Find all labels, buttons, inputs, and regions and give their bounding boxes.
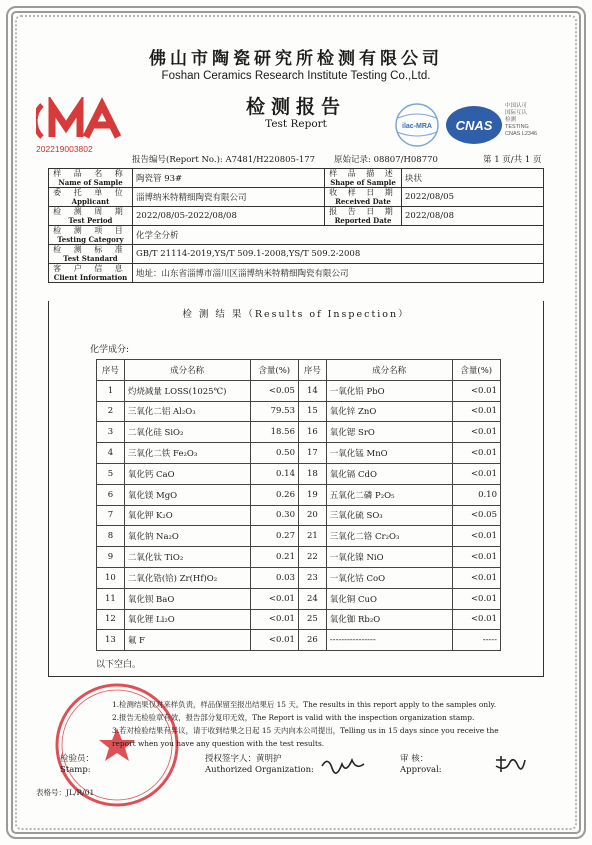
table-cell: 3 bbox=[97, 422, 125, 443]
table-cell: 0.14 bbox=[250, 463, 298, 484]
table-cell: 氧化钡 BaO bbox=[124, 588, 250, 609]
table-cell: 17 bbox=[298, 443, 326, 464]
table-cell: 12 bbox=[97, 609, 125, 630]
table-cell: 2 bbox=[97, 401, 125, 422]
table-cell: 氧化钾 K₂O bbox=[124, 505, 250, 526]
table-cell: 16 bbox=[298, 422, 326, 443]
table-cell: 三氧化二铬 Cr₂O₃ bbox=[326, 526, 452, 547]
client-info: 地址：山东省淄博市淄川区淄博纳米特精细陶瓷有限公司 bbox=[133, 264, 544, 283]
table-cell: 0.10 bbox=[452, 484, 500, 505]
page-number: 第 1 页/共 1 页 bbox=[483, 155, 542, 165]
table-cell: 一氧化钴 CoO bbox=[326, 567, 452, 588]
table-cell: 一氧化铅 PbO bbox=[326, 380, 452, 401]
ilac-mra-logo-icon bbox=[392, 102, 442, 148]
table-cell: 9 bbox=[97, 547, 125, 568]
table-cell: 灼烧减量 LOSS(1025℃) bbox=[124, 380, 250, 401]
table-row bbox=[97, 588, 501, 609]
table-cell: 10 bbox=[97, 567, 125, 588]
table-cell: 4 bbox=[97, 443, 125, 464]
table-cell: 23 bbox=[298, 567, 326, 588]
cnas-logo-icon bbox=[444, 104, 504, 146]
table-cell: 三氧化二铝 Al₂O₃ bbox=[124, 401, 250, 422]
table-row bbox=[97, 484, 501, 505]
table-cell: 氧化钙 CaO bbox=[124, 463, 250, 484]
table-cell: 18.56 bbox=[250, 422, 298, 443]
report-subtitle: Test Report bbox=[265, 118, 327, 130]
approval-handwritten-signature-icon bbox=[492, 752, 528, 778]
table-cell: <0.01 bbox=[250, 609, 298, 630]
table-cell: 0.26 bbox=[250, 484, 298, 505]
table-cell: <0.01 bbox=[452, 526, 500, 547]
table-cell: 0.30 bbox=[250, 505, 298, 526]
chemical-composition-table bbox=[96, 359, 501, 651]
received-date: 2022/08/05 bbox=[402, 188, 544, 207]
table-cell: 15 bbox=[298, 401, 326, 422]
table-cell: 19 bbox=[298, 484, 326, 505]
test-standard: GB/T 21114-2019,YS/T 509.1-2008,YS/T 509.2-2008 bbox=[133, 245, 544, 264]
table-row bbox=[97, 609, 501, 630]
institute-name-en: Foshan Ceramics Research Institute Testing Co.,Ltd. bbox=[161, 70, 431, 82]
table-cell: ----- bbox=[452, 630, 500, 651]
authorized-signature: 授权签字人：黄明护 Authorized Organization: bbox=[205, 754, 314, 775]
applicant: 淄博纳米特精细陶瓷有限公司 bbox=[133, 188, 325, 207]
authorized-handwritten-signature-icon bbox=[318, 752, 368, 778]
table-cell: <0.01 bbox=[452, 609, 500, 630]
table-cell: 0.50 bbox=[250, 443, 298, 464]
table-cell: 一氧化锰 MnO bbox=[326, 443, 452, 464]
cma-logo-icon bbox=[36, 97, 128, 147]
table-cell: 26 bbox=[298, 630, 326, 651]
table-cell: 氧化铜 CuO bbox=[326, 588, 452, 609]
table-row bbox=[97, 380, 501, 401]
table-cell: 0.27 bbox=[250, 526, 298, 547]
table-cell: 14 bbox=[298, 380, 326, 401]
report-title: 检测报告 bbox=[245, 96, 346, 118]
table-cell: 79.53 bbox=[250, 401, 298, 422]
table-cell: 一氧化镍 NiO bbox=[326, 547, 452, 568]
table-cell: <0.01 bbox=[452, 463, 500, 484]
table-cell: <0.01 bbox=[452, 547, 500, 568]
institute-name-cn: 佛山市陶瓷研究所检测有限公司 bbox=[149, 49, 443, 69]
table-cell: <0.01 bbox=[452, 380, 500, 401]
table-cell: 1 bbox=[97, 380, 125, 401]
table-cell: 11 bbox=[97, 588, 125, 609]
table-cell: <0.01 bbox=[250, 588, 298, 609]
table-cell: <0.05 bbox=[452, 505, 500, 526]
approval-signature: 审 核： Approval: bbox=[400, 754, 442, 775]
reported-date: 2022/08/08 bbox=[402, 207, 544, 226]
sample-shape: 块状 bbox=[402, 169, 544, 188]
table-cell: <0.01 bbox=[452, 401, 500, 422]
table-cell: 5 bbox=[97, 463, 125, 484]
table-row bbox=[97, 463, 501, 484]
table-cell: 氟 F bbox=[124, 630, 250, 651]
table-cell: 氧化锌 ZnO bbox=[326, 401, 452, 422]
table-cell: 24 bbox=[298, 588, 326, 609]
table-row bbox=[97, 422, 501, 443]
table-header-row: 序号 成分名称 含量(%) 序号 成分名称 含量(%) bbox=[97, 360, 501, 381]
table-cell: 22 bbox=[298, 547, 326, 568]
table-cell: 三氧化二铁 Fe₂O₃ bbox=[124, 443, 250, 464]
table-cell: ---------------- bbox=[326, 630, 452, 651]
test-category: 化学全分析 bbox=[133, 226, 544, 245]
table-cell: 18 bbox=[298, 463, 326, 484]
cnas-text: CNAS bbox=[455, 118, 493, 133]
report-number: 报告编号(Report No.): A7481/H220805-177 bbox=[132, 155, 316, 165]
original-record: 原始记录: 08807/H08770 bbox=[334, 155, 438, 165]
table-cell: 氧化镉 CdO bbox=[326, 463, 452, 484]
table-row bbox=[97, 505, 501, 526]
table-cell: 三氧化硫 SO₃ bbox=[326, 505, 452, 526]
table-cell: 13 bbox=[97, 630, 125, 651]
table-cell: <0.01 bbox=[250, 630, 298, 651]
sample-name: 陶瓷管 93# bbox=[133, 169, 325, 188]
table-row bbox=[97, 526, 501, 547]
table-cell: <0.01 bbox=[452, 443, 500, 464]
table-cell: 氧化镁 MgO bbox=[124, 484, 250, 505]
table-cell: 20 bbox=[298, 505, 326, 526]
sample-info-table: 样 品 名 称 Name of Sample 陶瓷管 93# 样 品 描 述 Shape of Sample 块状 委 托 单 位 Applicant 淄博纳米特精细陶瓷有限公司 收 样 日 期 Received Date 2022/08/05 检 测 周 期 Test Period 2022/08/05-2022/08/08 报 告 日 期 Reported Date 2022/08/08 检 测 项 目 Testing Category 化学全分析 检 测 标 准 Test Standard GB/T 21114-2019,YS/T 509.1-2008,YS/T 509.2-2008 客 户 信 息 Client Information 地址：山东省淄博市淄川区淄博纳米特精细陶瓷有限公司 bbox=[48, 168, 544, 283]
table-cell: 氧化钠 Na₂O bbox=[124, 526, 250, 547]
table-cell: 7 bbox=[97, 505, 125, 526]
table-row bbox=[97, 401, 501, 422]
table-row bbox=[97, 630, 501, 651]
table-cell: <0.01 bbox=[452, 422, 500, 443]
table-cell: 6 bbox=[97, 484, 125, 505]
table-cell: <0.01 bbox=[452, 588, 500, 609]
form-number: 表格号：JL/R/01 bbox=[36, 788, 95, 797]
cma-number: 202219003802 bbox=[36, 144, 93, 154]
table-cell: 21 bbox=[298, 526, 326, 547]
ilac-text: ilac-MRA bbox=[402, 123, 432, 130]
table-cell: 氧化锶 SrO bbox=[326, 422, 452, 443]
results-title: 检 测 结 果（Results of Inspection） bbox=[182, 309, 410, 320]
table-cell: 0.21 bbox=[250, 547, 298, 568]
table-cell: 五氧化二磷 P₂O₅ bbox=[326, 484, 452, 505]
table-cell: 二氧化钛 TiO₂ bbox=[124, 547, 250, 568]
table-cell: <0.05 bbox=[250, 380, 298, 401]
table-row bbox=[97, 567, 501, 588]
table-row bbox=[97, 547, 501, 568]
cnas-side-text: 中国认可 国际互认 检测 TESTING CNAS L2346 bbox=[505, 103, 538, 137]
table-row bbox=[97, 443, 501, 464]
table-cell: 二氧化锆(铪) Zr(Hf)O₂ bbox=[124, 567, 250, 588]
table-cell: 8 bbox=[97, 526, 125, 547]
table-cell: 二氧化硅 SiO₂ bbox=[124, 422, 250, 443]
table-cell: 0.03 bbox=[250, 567, 298, 588]
tester-signature: 检验员： Stamp: bbox=[60, 754, 95, 775]
table-cell: 氧化锂 Li₂O bbox=[124, 609, 250, 630]
report-notes: 1.检测结果仅对来样负责，样品保留至报出结果后 15 天。The results in this report apply to the samples only. 2.报告无检验章有效，报告部分复印无效，The Report is valid with the inspection organization stamp. 3.若对检验结果有异议，请于收到结果之日起 15 天内向本公司提出，Telling us in 15 days since you receive the report when you have any question with the test results. bbox=[112, 700, 499, 748]
table-cell: 氧化铷 Rb₂O bbox=[326, 609, 452, 630]
table-cell: <0.01 bbox=[452, 567, 500, 588]
chemical-label: 化学成分: bbox=[90, 345, 130, 355]
test-period: 2022/08/05-2022/08/08 bbox=[133, 207, 325, 226]
blank-below-note: 以下空白。 bbox=[96, 660, 142, 670]
table-cell: 25 bbox=[298, 609, 326, 630]
